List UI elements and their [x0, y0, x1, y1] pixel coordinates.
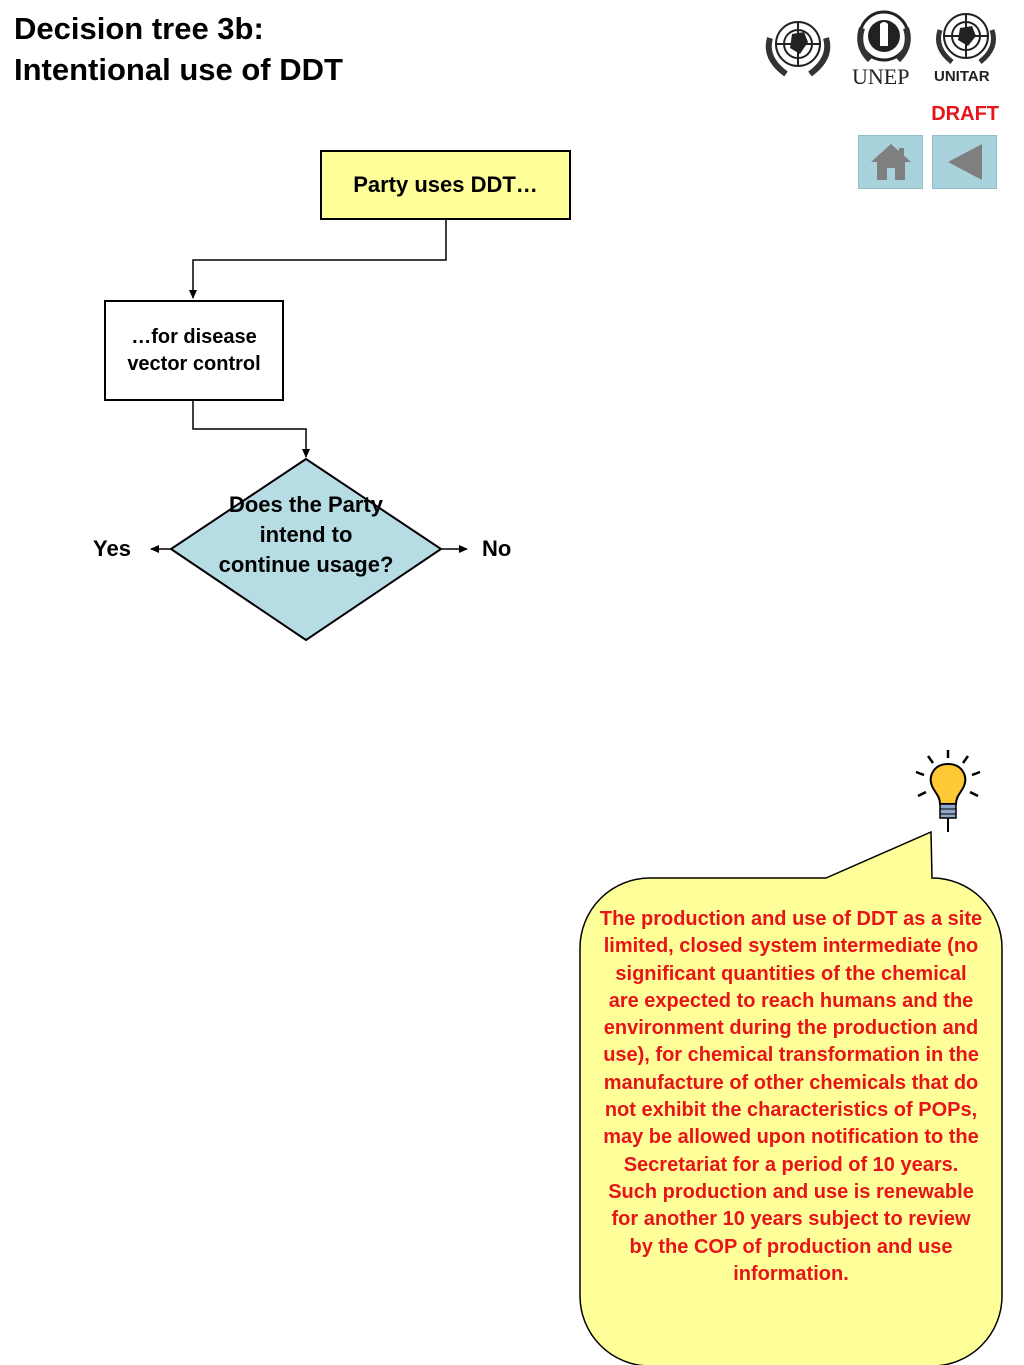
- unitar-label: UNITAR: [934, 68, 990, 85]
- branch-no-label: No: [482, 536, 512, 561]
- branch-yes-label: Yes: [93, 536, 131, 561]
- start-box: Party uses DDT…: [320, 150, 571, 220]
- callout-text: The production and use of DDT as a site limited, closed system intermediate (no significant quantities of the chemical are expected to reach humans and the environment during the production and use), for chemical transformation in the manufacture of other chemicals that do not exhibit the characteristics of POPs, may be allowed upon notification to the Secretariat for a period of 10 years. Such production and use is renewable for another 10 years subject to review by the COP of production and use information.: [599, 908, 983, 1285]
- draft-label: DRAFT: [931, 103, 999, 125]
- decision-question: Does the Party intend to continue usage?: [218, 492, 394, 577]
- disease-vector-box: …for disease vector control: [104, 300, 284, 401]
- title-line-2: Intentional use of DDT: [14, 52, 343, 87]
- unep-label: UNEP: [852, 64, 910, 89]
- title-line-1: Decision tree 3b:: [14, 11, 264, 46]
